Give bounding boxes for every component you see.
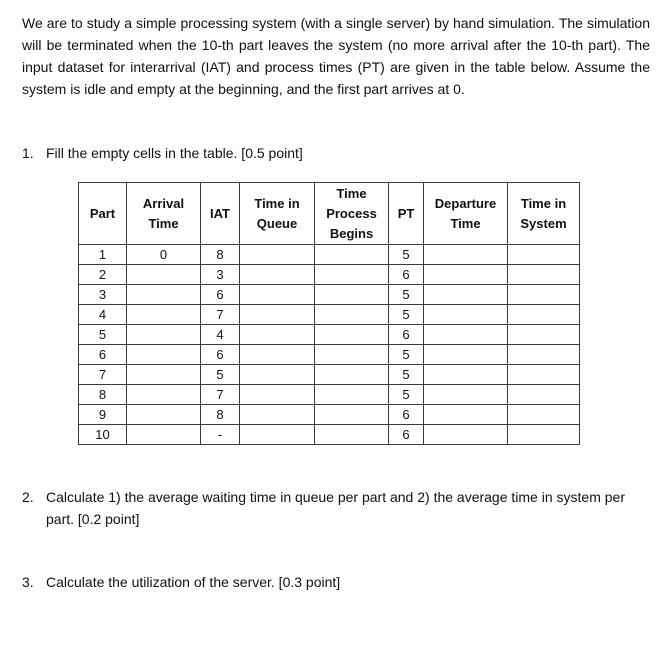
cell-pt: 5	[389, 365, 424, 385]
cell-departure-time	[424, 385, 508, 405]
header-departure-time: Departure Time	[424, 183, 508, 245]
cell-iat: 4	[201, 325, 240, 345]
cell-departure-time	[424, 265, 508, 285]
cell-time-in-queue	[240, 325, 315, 345]
cell-time-in-queue	[240, 345, 315, 365]
cell-arrival-time	[127, 365, 201, 385]
cell-iat: 3	[201, 265, 240, 285]
table-row	[79, 245, 580, 265]
cell-time-process-begins	[315, 245, 389, 265]
cell-pt: 5	[389, 305, 424, 325]
cell-pt: 5	[389, 385, 424, 405]
cell-arrival-time: 0	[127, 245, 201, 265]
cell-pt: 6	[389, 405, 424, 425]
cell-part: 4	[79, 305, 127, 325]
cell-pt: 5	[389, 245, 424, 265]
question-2-text: Calculate 1) the average waiting time in queue per part and 2) the average time in system per part. [0.2 point]	[46, 489, 625, 527]
table-header-row	[79, 183, 580, 245]
cell-part: 7	[79, 365, 127, 385]
cell-time-in-system	[508, 345, 580, 365]
cell-time-in-queue	[240, 425, 315, 445]
cell-part: 8	[79, 385, 127, 405]
cell-time-in-queue	[240, 385, 315, 405]
cell-arrival-time	[127, 425, 201, 445]
cell-time-in-system	[508, 365, 580, 385]
cell-time-in-queue	[240, 405, 315, 425]
question-3	[22, 571, 340, 593]
cell-time-process-begins	[315, 305, 389, 325]
cell-departure-time	[424, 245, 508, 265]
cell-pt: 5	[389, 285, 424, 305]
cell-departure-time	[424, 425, 508, 445]
cell-arrival-time	[127, 345, 201, 365]
cell-iat: 8	[201, 245, 240, 265]
cell-iat: 6	[201, 285, 240, 305]
cell-departure-time	[424, 325, 508, 345]
question-1	[22, 142, 303, 164]
header-iat: IAT	[201, 183, 240, 245]
table-row	[79, 365, 580, 385]
table-row	[79, 345, 580, 365]
cell-pt: 6	[389, 265, 424, 285]
header-time-process-begins: Time Process Begins	[315, 183, 389, 245]
cell-part: 9	[79, 405, 127, 425]
cell-arrival-time	[127, 305, 201, 325]
cell-time-in-system	[508, 385, 580, 405]
table-row	[79, 285, 580, 305]
cell-pt: 6	[389, 325, 424, 345]
cell-part: 10	[79, 425, 127, 445]
cell-time-in-system	[508, 285, 580, 305]
cell-part: 6	[79, 345, 127, 365]
cell-time-process-begins	[315, 385, 389, 405]
question-3-number: 3.	[22, 574, 34, 590]
cell-iat: 6	[201, 345, 240, 365]
cell-arrival-time	[127, 265, 201, 285]
cell-pt: 5	[389, 345, 424, 365]
cell-arrival-time	[127, 385, 201, 405]
table-row	[79, 425, 580, 445]
cell-time-in-system	[508, 265, 580, 285]
question-2	[22, 486, 652, 527]
question-2-number: 2.	[22, 489, 34, 505]
table-row	[79, 325, 580, 345]
cell-time-process-begins	[315, 405, 389, 425]
header-time-in-system: Time in System	[508, 183, 580, 245]
cell-iat: -	[201, 425, 240, 445]
cell-time-in-queue	[240, 305, 315, 325]
cell-time-in-system	[508, 325, 580, 345]
cell-time-in-system	[508, 245, 580, 265]
cell-time-in-system	[508, 305, 580, 325]
cell-time-in-queue	[240, 365, 315, 385]
table-row	[79, 305, 580, 325]
table-row	[79, 265, 580, 285]
header-part: Part	[79, 183, 127, 245]
header-pt: PT	[389, 183, 424, 245]
problem-statement: We are to study a simple processing system (with a single server) by hand simulation. The simulation will be terminated when the 10-th part leaves the system (no more arrival after the 10-th part). The input dataset for interarrival (IAT) and process times (PT) are given in the table below. Assume the system is idle and empty at the beginning, and the first part arrives at 0.	[22, 15, 650, 97]
cell-part: 1	[79, 245, 127, 265]
table-row	[79, 405, 580, 425]
question-1-number: 1.	[22, 145, 34, 161]
cell-iat: 5	[201, 365, 240, 385]
simulation-table	[78, 182, 580, 445]
cell-arrival-time	[127, 405, 201, 425]
cell-part: 5	[79, 325, 127, 345]
cell-part: 3	[79, 285, 127, 305]
cell-time-in-queue	[240, 285, 315, 305]
cell-iat: 7	[201, 385, 240, 405]
cell-time-process-begins	[315, 325, 389, 345]
table-row	[79, 385, 580, 405]
cell-pt: 6	[389, 425, 424, 445]
question-3-text: Calculate the utilization of the server. [0.3 point]	[46, 574, 341, 590]
cell-departure-time	[424, 365, 508, 385]
cell-time-process-begins	[315, 285, 389, 305]
cell-iat: 7	[201, 305, 240, 325]
cell-departure-time	[424, 305, 508, 325]
cell-iat: 8	[201, 405, 240, 425]
cell-arrival-time	[127, 325, 201, 345]
cell-time-in-system	[508, 405, 580, 425]
cell-departure-time	[424, 405, 508, 425]
cell-departure-time	[424, 285, 508, 305]
cell-arrival-time	[127, 285, 201, 305]
cell-time-in-queue	[240, 265, 315, 285]
cell-departure-time	[424, 345, 508, 365]
question-1-text: Fill the empty cells in the table. [0.5 point]	[46, 145, 303, 161]
cell-part: 2	[79, 265, 127, 285]
cell-time-in-queue	[240, 245, 315, 265]
cell-time-in-system	[508, 425, 580, 445]
cell-time-process-begins	[315, 265, 389, 285]
cell-time-process-begins	[315, 425, 389, 445]
cell-time-process-begins	[315, 345, 389, 365]
header-arrival-time: Arrival Time	[127, 183, 201, 245]
header-time-in-queue: Time in Queue	[240, 183, 315, 245]
cell-time-process-begins	[315, 365, 389, 385]
